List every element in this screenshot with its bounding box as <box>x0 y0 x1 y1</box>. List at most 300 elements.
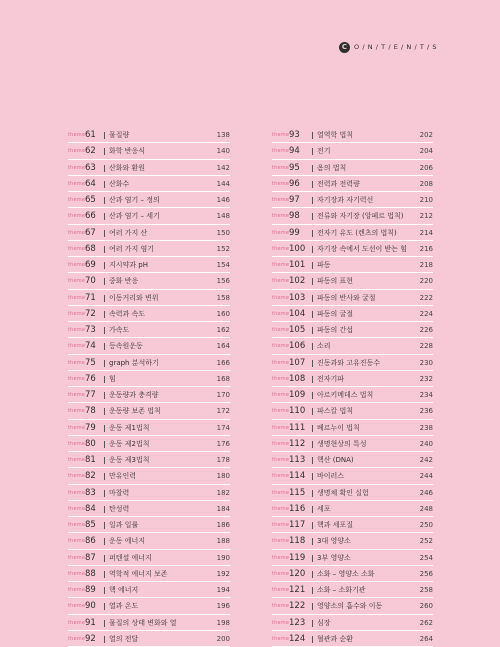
theme-label: theme <box>272 473 290 480</box>
entry-title: 아르키메데스 법칙 <box>317 391 374 399</box>
entry-title: 퍼텐셜 에너지 <box>109 553 152 562</box>
toc-entry[interactable] <box>68 241 230 257</box>
page-number: 148 <box>216 212 230 221</box>
page-number: 248 <box>419 504 433 513</box>
page-number: 216 <box>419 244 433 253</box>
toc-entry[interactable] <box>272 436 433 452</box>
theme-number: 74 <box>85 341 96 352</box>
page-number: 226 <box>419 326 433 334</box>
page-number: 218 <box>419 261 433 269</box>
page-number: 142 <box>216 163 230 172</box>
theme-number: 84 <box>85 503 96 514</box>
page-number: 238 <box>419 423 433 432</box>
separator-bar <box>312 538 313 545</box>
toc-entry[interactable] <box>68 322 230 338</box>
separator-bar <box>312 636 313 643</box>
entry-title: graph 분석하기 <box>109 358 159 367</box>
toc-entry[interactable] <box>68 160 230 176</box>
separator-bar <box>312 230 313 237</box>
separator-bar <box>312 425 313 432</box>
separator-bar <box>104 571 105 578</box>
toc-entry[interactable] <box>272 615 433 631</box>
theme-label: theme <box>68 262 86 268</box>
toc-entry[interactable] <box>272 176 433 192</box>
separator-bar <box>104 603 105 610</box>
separator-bar <box>104 148 105 155</box>
theme-number: 78 <box>85 406 96 417</box>
toc-column-left <box>68 127 230 647</box>
toc-entry[interactable] <box>68 631 230 647</box>
separator-bar <box>312 295 313 302</box>
toc-entry[interactable] <box>68 176 230 192</box>
theme-label: theme <box>68 359 86 366</box>
entry-title: 소화 – 영양소 소화 <box>317 569 375 578</box>
entry-title: 여러 가지 염기 <box>109 244 155 253</box>
theme-label: theme <box>272 408 290 415</box>
entry-title: 파스칼 법칙 <box>317 407 354 416</box>
theme-label: theme <box>68 554 86 561</box>
toc-entry[interactable] <box>68 582 230 598</box>
page-number: 246 <box>419 488 433 497</box>
theme-label: theme <box>272 603 290 610</box>
theme-label: theme <box>68 375 86 382</box>
toc-entry[interactable] <box>68 387 230 403</box>
entry-title: 힘 <box>109 374 116 383</box>
separator-bar <box>312 360 313 367</box>
theme-label: theme <box>68 164 86 171</box>
theme-label: theme <box>68 310 86 317</box>
theme-number: 71 <box>85 292 96 303</box>
entry-title: 물질의 상태 변화와 열 <box>109 618 177 627</box>
entry-title: 핵 에너지 <box>109 586 139 594</box>
theme-number: 90 <box>85 601 96 612</box>
separator-bar <box>312 181 313 188</box>
separator-bar <box>104 360 105 367</box>
toc-entry[interactable] <box>272 192 433 208</box>
page-number: 156 <box>216 277 230 286</box>
separator-bar <box>312 441 313 448</box>
toc-entry[interactable] <box>272 550 433 566</box>
toc-entry[interactable] <box>68 420 230 436</box>
toc-entry[interactable] <box>272 452 433 468</box>
theme-number: 67 <box>85 227 96 238</box>
toc-entry[interactable] <box>68 517 230 533</box>
toc-entry[interactable] <box>272 387 433 403</box>
separator-bar <box>312 392 313 399</box>
separator-bar <box>312 327 313 334</box>
contents-label: O/N/T/E/N/T/S <box>354 43 440 51</box>
theme-number: 80 <box>85 438 96 449</box>
separator-bar <box>104 473 105 480</box>
entry-title: 파동의 간섭 <box>317 326 354 334</box>
separator-bar <box>104 165 105 172</box>
theme-number: 99 <box>289 227 300 238</box>
toc-entry[interactable] <box>68 306 230 322</box>
theme-label: theme <box>272 278 290 285</box>
theme-number: 120 <box>289 568 306 579</box>
toc-entry[interactable] <box>272 160 433 176</box>
page-number: 252 <box>419 537 433 546</box>
toc-entry[interactable] <box>272 517 433 533</box>
toc-entry[interactable] <box>68 225 230 241</box>
page-number: 168 <box>216 374 230 383</box>
separator-bar <box>312 571 313 578</box>
entry-title: 전기 <box>317 147 331 156</box>
entry-title: 화학 반응식 <box>109 147 146 156</box>
page-number: 186 <box>216 521 230 529</box>
toc-entry[interactable] <box>68 598 230 614</box>
entry-title: 물질량 <box>109 131 130 139</box>
separator-bar <box>104 490 105 497</box>
entry-title: 자기장 속에서 도선이 받는 힘 <box>317 244 408 253</box>
toc-entry[interactable] <box>272 501 433 517</box>
page-number: 178 <box>216 456 230 464</box>
toc-entry[interactable] <box>272 598 433 614</box>
toc-entry[interactable] <box>68 273 230 289</box>
theme-number: 85 <box>85 520 96 530</box>
entry-title: 전력과 전력량 <box>317 179 360 188</box>
toc-entry[interactable] <box>272 420 433 436</box>
theme-number: 94 <box>289 146 300 157</box>
theme-number: 96 <box>289 178 300 189</box>
theme-number: 61 <box>85 130 96 140</box>
toc-entry[interactable] <box>272 241 433 257</box>
theme-number: 93 <box>289 130 300 140</box>
page-number: 162 <box>216 326 230 334</box>
toc-entry[interactable] <box>272 225 433 241</box>
page-number: 208 <box>419 179 433 188</box>
page-number: 158 <box>216 293 230 302</box>
entry-title: 진동과와 고유진동수 <box>317 358 381 367</box>
separator-bar <box>104 213 105 220</box>
theme-number: 91 <box>85 617 96 628</box>
separator-bar <box>312 262 313 269</box>
theme-number: 112 <box>289 438 306 449</box>
entry-title: 영양소의 흡수와 이동 <box>317 602 383 611</box>
separator-bar <box>104 538 105 545</box>
theme-label: theme <box>68 538 86 545</box>
toc-entry[interactable] <box>68 566 230 582</box>
separator-bar <box>104 311 105 318</box>
entry-title: 운동량 보존 법칙 <box>109 407 161 416</box>
entry-title: 파동의 표현 <box>317 277 354 286</box>
theme-label: theme <box>272 619 290 626</box>
separator-bar <box>104 376 105 383</box>
toc-entry[interactable] <box>68 615 230 631</box>
page-number: 256 <box>419 569 433 578</box>
theme-number: 107 <box>289 357 306 368</box>
separator-bar <box>312 311 313 318</box>
toc-entry[interactable] <box>68 501 230 517</box>
page-number: 232 <box>419 374 433 383</box>
toc-entry[interactable] <box>272 582 433 598</box>
theme-label: theme <box>272 635 290 642</box>
theme-label: theme <box>68 245 86 252</box>
separator-bar <box>104 197 105 204</box>
theme-label: theme <box>272 359 290 366</box>
theme-number: 116 <box>289 503 306 514</box>
toc-entry[interactable] <box>68 192 230 208</box>
theme-label: theme <box>68 294 86 301</box>
theme-number: 73 <box>85 325 96 335</box>
theme-number: 124 <box>289 633 306 644</box>
theme-number: 121 <box>289 585 306 595</box>
toc-entry[interactable] <box>272 322 433 338</box>
theme-label: theme <box>68 619 86 626</box>
entry-title: 핵산 (DNA) <box>317 456 354 464</box>
theme-number: 75 <box>85 357 96 368</box>
theme-label: theme <box>68 343 86 350</box>
theme-number: 69 <box>85 260 96 270</box>
page-number: 180 <box>216 472 230 481</box>
theme-label: theme <box>272 310 290 317</box>
separator-bar <box>312 490 313 497</box>
page-number: 260 <box>419 602 433 611</box>
theme-number: 68 <box>85 243 96 254</box>
page-number: 196 <box>216 602 230 611</box>
entry-title: 탄성력 <box>109 504 130 513</box>
toc-entry[interactable] <box>272 355 433 371</box>
theme-number: 119 <box>289 552 306 563</box>
separator-bar <box>104 425 105 432</box>
theme-number: 108 <box>289 373 306 384</box>
page-number: 204 <box>419 147 433 156</box>
theme-label: theme <box>272 213 290 220</box>
toc-entry[interactable] <box>68 208 230 224</box>
separator-bar <box>104 587 105 594</box>
page-number: 184 <box>216 504 230 513</box>
separator-bar <box>312 246 313 253</box>
toc-entry[interactable] <box>272 143 433 159</box>
separator-bar <box>312 506 313 513</box>
separator-bar <box>312 278 313 285</box>
separator-bar <box>104 636 105 643</box>
separator-bar <box>104 408 105 415</box>
separator-bar <box>312 213 313 220</box>
entry-title: 산화와 환원 <box>109 163 146 172</box>
page-number: 198 <box>216 618 230 627</box>
separator-bar <box>312 148 313 155</box>
contents-header <box>339 41 440 53</box>
toc-entry[interactable] <box>272 566 433 582</box>
toc-entry[interactable] <box>68 485 230 501</box>
theme-label: theme <box>68 213 86 220</box>
toc-entry[interactable] <box>272 257 433 273</box>
page-number: 152 <box>216 244 230 253</box>
theme-label: theme <box>272 262 290 268</box>
separator-bar <box>104 506 105 513</box>
theme-label: theme <box>68 424 86 431</box>
separator-bar <box>312 457 313 464</box>
theme-number: 118 <box>289 536 306 547</box>
entry-title: 전자기 유도 (렌츠의 법칙) <box>317 228 397 237</box>
entry-title: 소화 – 소화기관 <box>317 586 366 594</box>
theme-number: 123 <box>289 617 306 628</box>
toc-entry[interactable] <box>68 533 230 549</box>
entry-title: 산과 염기 – 세기 <box>109 212 160 221</box>
theme-label: theme <box>272 538 290 545</box>
theme-label: theme <box>68 457 86 463</box>
toc-entry[interactable] <box>272 631 433 647</box>
entry-title: 등속원운동 <box>109 342 143 351</box>
theme-label: theme <box>68 392 86 398</box>
toc-entry[interactable] <box>68 127 230 143</box>
theme-label: theme <box>272 229 290 236</box>
theme-number: 86 <box>85 536 96 547</box>
theme-number: 103 <box>289 292 306 303</box>
toc-entry[interactable] <box>68 371 230 387</box>
page-number: 144 <box>216 179 230 188</box>
toc-entry[interactable] <box>68 290 230 306</box>
separator-bar <box>104 392 105 399</box>
theme-label: theme <box>272 327 290 333</box>
separator-bar <box>104 230 105 237</box>
separator-bar <box>312 343 313 350</box>
theme-number: 72 <box>85 308 96 319</box>
theme-number: 70 <box>85 276 96 287</box>
theme-label: theme <box>68 473 86 480</box>
entry-title: 운동 제3법칙 <box>109 456 150 464</box>
theme-label: theme <box>272 570 290 577</box>
page-number: 194 <box>216 586 230 594</box>
page-number: 200 <box>216 634 230 643</box>
theme-label: theme <box>68 148 86 155</box>
entry-title: 역학적 에너지 보존 <box>109 569 168 578</box>
page-number: 164 <box>216 342 230 351</box>
theme-label: theme <box>272 294 290 301</box>
separator-bar <box>104 295 105 302</box>
page-number: 190 <box>216 553 230 562</box>
contents-logo-icon: C <box>339 42 350 53</box>
theme-number: 113 <box>289 455 306 465</box>
page-number: 172 <box>216 407 230 416</box>
page-number: 250 <box>419 521 433 529</box>
theme-label: theme <box>272 164 290 171</box>
toc-entry[interactable] <box>68 143 230 159</box>
theme-label: theme <box>272 180 290 187</box>
separator-bar <box>104 278 105 285</box>
page-number: 176 <box>216 439 230 448</box>
separator-bar <box>104 327 105 334</box>
theme-label: theme <box>68 489 86 496</box>
page-number: 206 <box>419 163 433 172</box>
toc-entry[interactable] <box>272 290 433 306</box>
toc-entry[interactable] <box>272 338 433 354</box>
page-number: 214 <box>419 228 433 237</box>
separator-bar <box>104 620 105 627</box>
toc-entry[interactable] <box>68 355 230 371</box>
separator-bar <box>312 603 313 610</box>
page-number: 236 <box>419 407 433 416</box>
page-number: 244 <box>419 472 433 481</box>
page-number: 262 <box>419 618 433 627</box>
theme-label: theme <box>272 489 290 496</box>
page-number: 212 <box>419 212 433 221</box>
toc-entry[interactable] <box>272 533 433 549</box>
theme-number: 66 <box>85 211 96 222</box>
page-number: 264 <box>419 634 433 643</box>
toc-entry[interactable] <box>68 468 230 484</box>
theme-number: 100 <box>289 243 306 254</box>
toc-entry[interactable] <box>272 208 433 224</box>
toc-entry[interactable] <box>68 338 230 354</box>
separator-bar <box>104 132 105 139</box>
separator-bar <box>104 555 105 562</box>
theme-label: theme <box>68 505 86 512</box>
entry-title: 열과 온도 <box>109 602 139 611</box>
toc-entry[interactable] <box>272 306 433 322</box>
theme-label: theme <box>68 229 86 236</box>
page-number: 138 <box>216 131 230 139</box>
entry-title: 일과 일률 <box>109 521 139 529</box>
toc-entry[interactable] <box>272 468 433 484</box>
toc-entry[interactable] <box>272 403 433 419</box>
separator-bar <box>312 555 313 562</box>
theme-number: 115 <box>289 487 306 498</box>
theme-label: theme <box>68 522 86 528</box>
theme-number: 76 <box>85 373 96 384</box>
page-number: 258 <box>419 586 433 594</box>
page-number: 234 <box>419 391 433 399</box>
toc-entry[interactable] <box>272 485 433 501</box>
theme-number: 79 <box>85 422 96 433</box>
entry-title: 운동량과 충격량 <box>109 391 159 399</box>
entry-title: 바이러스 <box>317 472 345 481</box>
theme-number: 63 <box>85 162 96 173</box>
page-number: 150 <box>216 228 230 237</box>
entry-title: 혈관과 순환 <box>317 634 354 643</box>
entry-title: 중화 반응 <box>109 277 139 286</box>
toc-entry[interactable] <box>272 371 433 387</box>
toc-entry[interactable] <box>68 403 230 419</box>
page-number: 230 <box>419 358 433 367</box>
theme-label: theme <box>272 245 290 252</box>
theme-label: theme <box>68 587 86 593</box>
entry-title: 여러 가지 산 <box>109 228 148 237</box>
theme-number: 122 <box>289 601 306 612</box>
page-number: 160 <box>216 309 230 318</box>
theme-number: 105 <box>289 325 306 335</box>
toc-entry[interactable] <box>68 452 230 468</box>
entry-title: 지시약과 pH <box>109 261 148 269</box>
separator-bar <box>312 587 313 594</box>
separator-bar <box>104 246 105 253</box>
theme-label: theme <box>68 197 86 203</box>
entry-title: 심장 <box>317 618 331 627</box>
separator-bar <box>312 473 313 480</box>
theme-label: theme <box>272 457 290 463</box>
theme-label: theme <box>68 635 86 642</box>
entry-title: 속력과 속도 <box>109 309 146 318</box>
separator-bar <box>312 132 313 139</box>
entry-title: 이동거리와 변위 <box>109 293 159 302</box>
page-number: 224 <box>419 309 433 318</box>
theme-number: 95 <box>289 162 300 173</box>
entry-title: 만유인력 <box>109 472 137 481</box>
toc-entry[interactable] <box>272 127 433 143</box>
entry-title: 운동 제1법칙 <box>109 423 150 432</box>
toc-entry[interactable] <box>68 550 230 566</box>
page-number: 228 <box>419 342 433 351</box>
toc-entry[interactable] <box>68 257 230 273</box>
theme-number: 109 <box>289 390 306 400</box>
toc-entry[interactable] <box>272 273 433 289</box>
theme-label: theme <box>272 132 290 138</box>
theme-label: theme <box>272 554 290 561</box>
toc-entry[interactable] <box>68 436 230 452</box>
entry-title: 생명현상의 특성 <box>317 439 367 448</box>
entry-title: 전류와 자기장 (앙페르 법칙) <box>317 212 404 221</box>
